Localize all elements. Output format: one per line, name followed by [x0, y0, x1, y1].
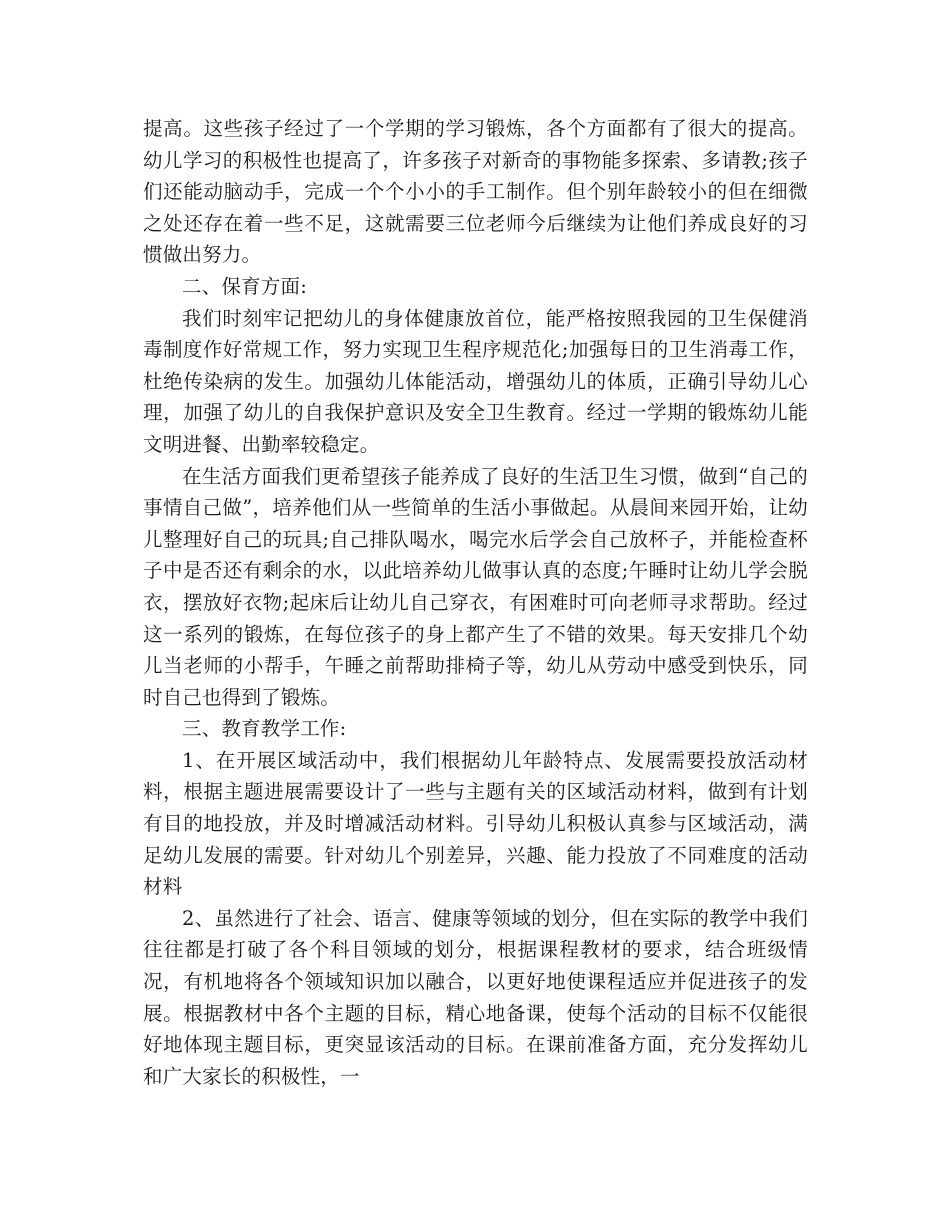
paragraph-curriculum: 2、虽然进行了社会、语言、健康等领域的划分，但在实际的教学中我们往往都是打破了各个科目领域的划分，根据课程教材的要求，结合班级情况，有机地将各个领域知识加以融合，以更好地使课程适应并促进孩子的发展。根据教材中各个主题的目标，精心地备课，使每个活动的目标不仅能很好地体现主题目标，更突显该活动的目标。在课前准备方面，充分发挥幼儿和广大家长的积极性，一	[143, 906, 808, 1088]
section-heading-childcare: 二、保育方面:	[182, 274, 307, 298]
paragraph-health: 我们时刻牢记把幼儿的身体健康放首位，能严格按照我园的卫生保健消毒制度作好常规工作，努力实现卫生程序规范化;加强每日的卫生消毒工作，杜绝传染病的发生。加强幼儿体能活动，增强幼儿的体质，正确引导幼儿心理，加强了幼儿的自我保护意识及安全卫生教育。经过一学期的锻炼幼儿能文明进餐、出勤率较稳定。	[143, 306, 808, 456]
section-heading-teaching: 三、教育教学工作:	[182, 717, 347, 741]
document-body	[143, 113, 808, 1092]
paragraph-continuation: 提高。这些孩子经过了一个学期的学习锻炼，各个方面都有了很大的提高。幼儿学习的积极性也提高了，许多孩子对新奇的事物能多探索、多请教;孩子们还能动脑动手，完成一个个小小的手工制作。但个别年龄较小的但在细微之处还存在着一些不足，这就需要三位老师今后继续为让他们养成良好的习惯做出努力。	[143, 117, 808, 267]
paragraph-daily-life: 在生活方面我们更希望孩子能养成了良好的生活卫生习惯，做到“自己的事情自己做”，培养他们从一些简单的生活小事做起。从晨间来园开始，让幼儿整理好自己的玩具;自己排队喝水，喝完水后学会自己放杯子，并能检查杯子中是否还有剩余的水，以此培养幼儿做事认真的态度;午睡时让幼儿学会脱衣，摆放好衣物;起床后让幼儿自己穿衣，有困难时可向老师寻求帮助。经过这一系列的锻炼，在每位孩子的身上都产生了不错的效果。每天安排几个幼儿当老师的小帮手，午睡之前帮助排椅子等，幼儿从劳动中感受到快乐，同时自己也得到了锻炼。	[143, 464, 808, 709]
paragraph-area-activities: 1、在开展区域活动中，我们根据幼儿年龄特点、发展需要投放活动材料，根据主题进展需要设计了一些与主题有关的区域活动材料，做到有计划有目的地投放，并及时增减活动材料。引导幼儿积极认真参与区域活动，满足幼儿发展的需要。针对幼儿个别差异，兴趣、能力投放了不同难度的活动材料	[143, 748, 808, 899]
